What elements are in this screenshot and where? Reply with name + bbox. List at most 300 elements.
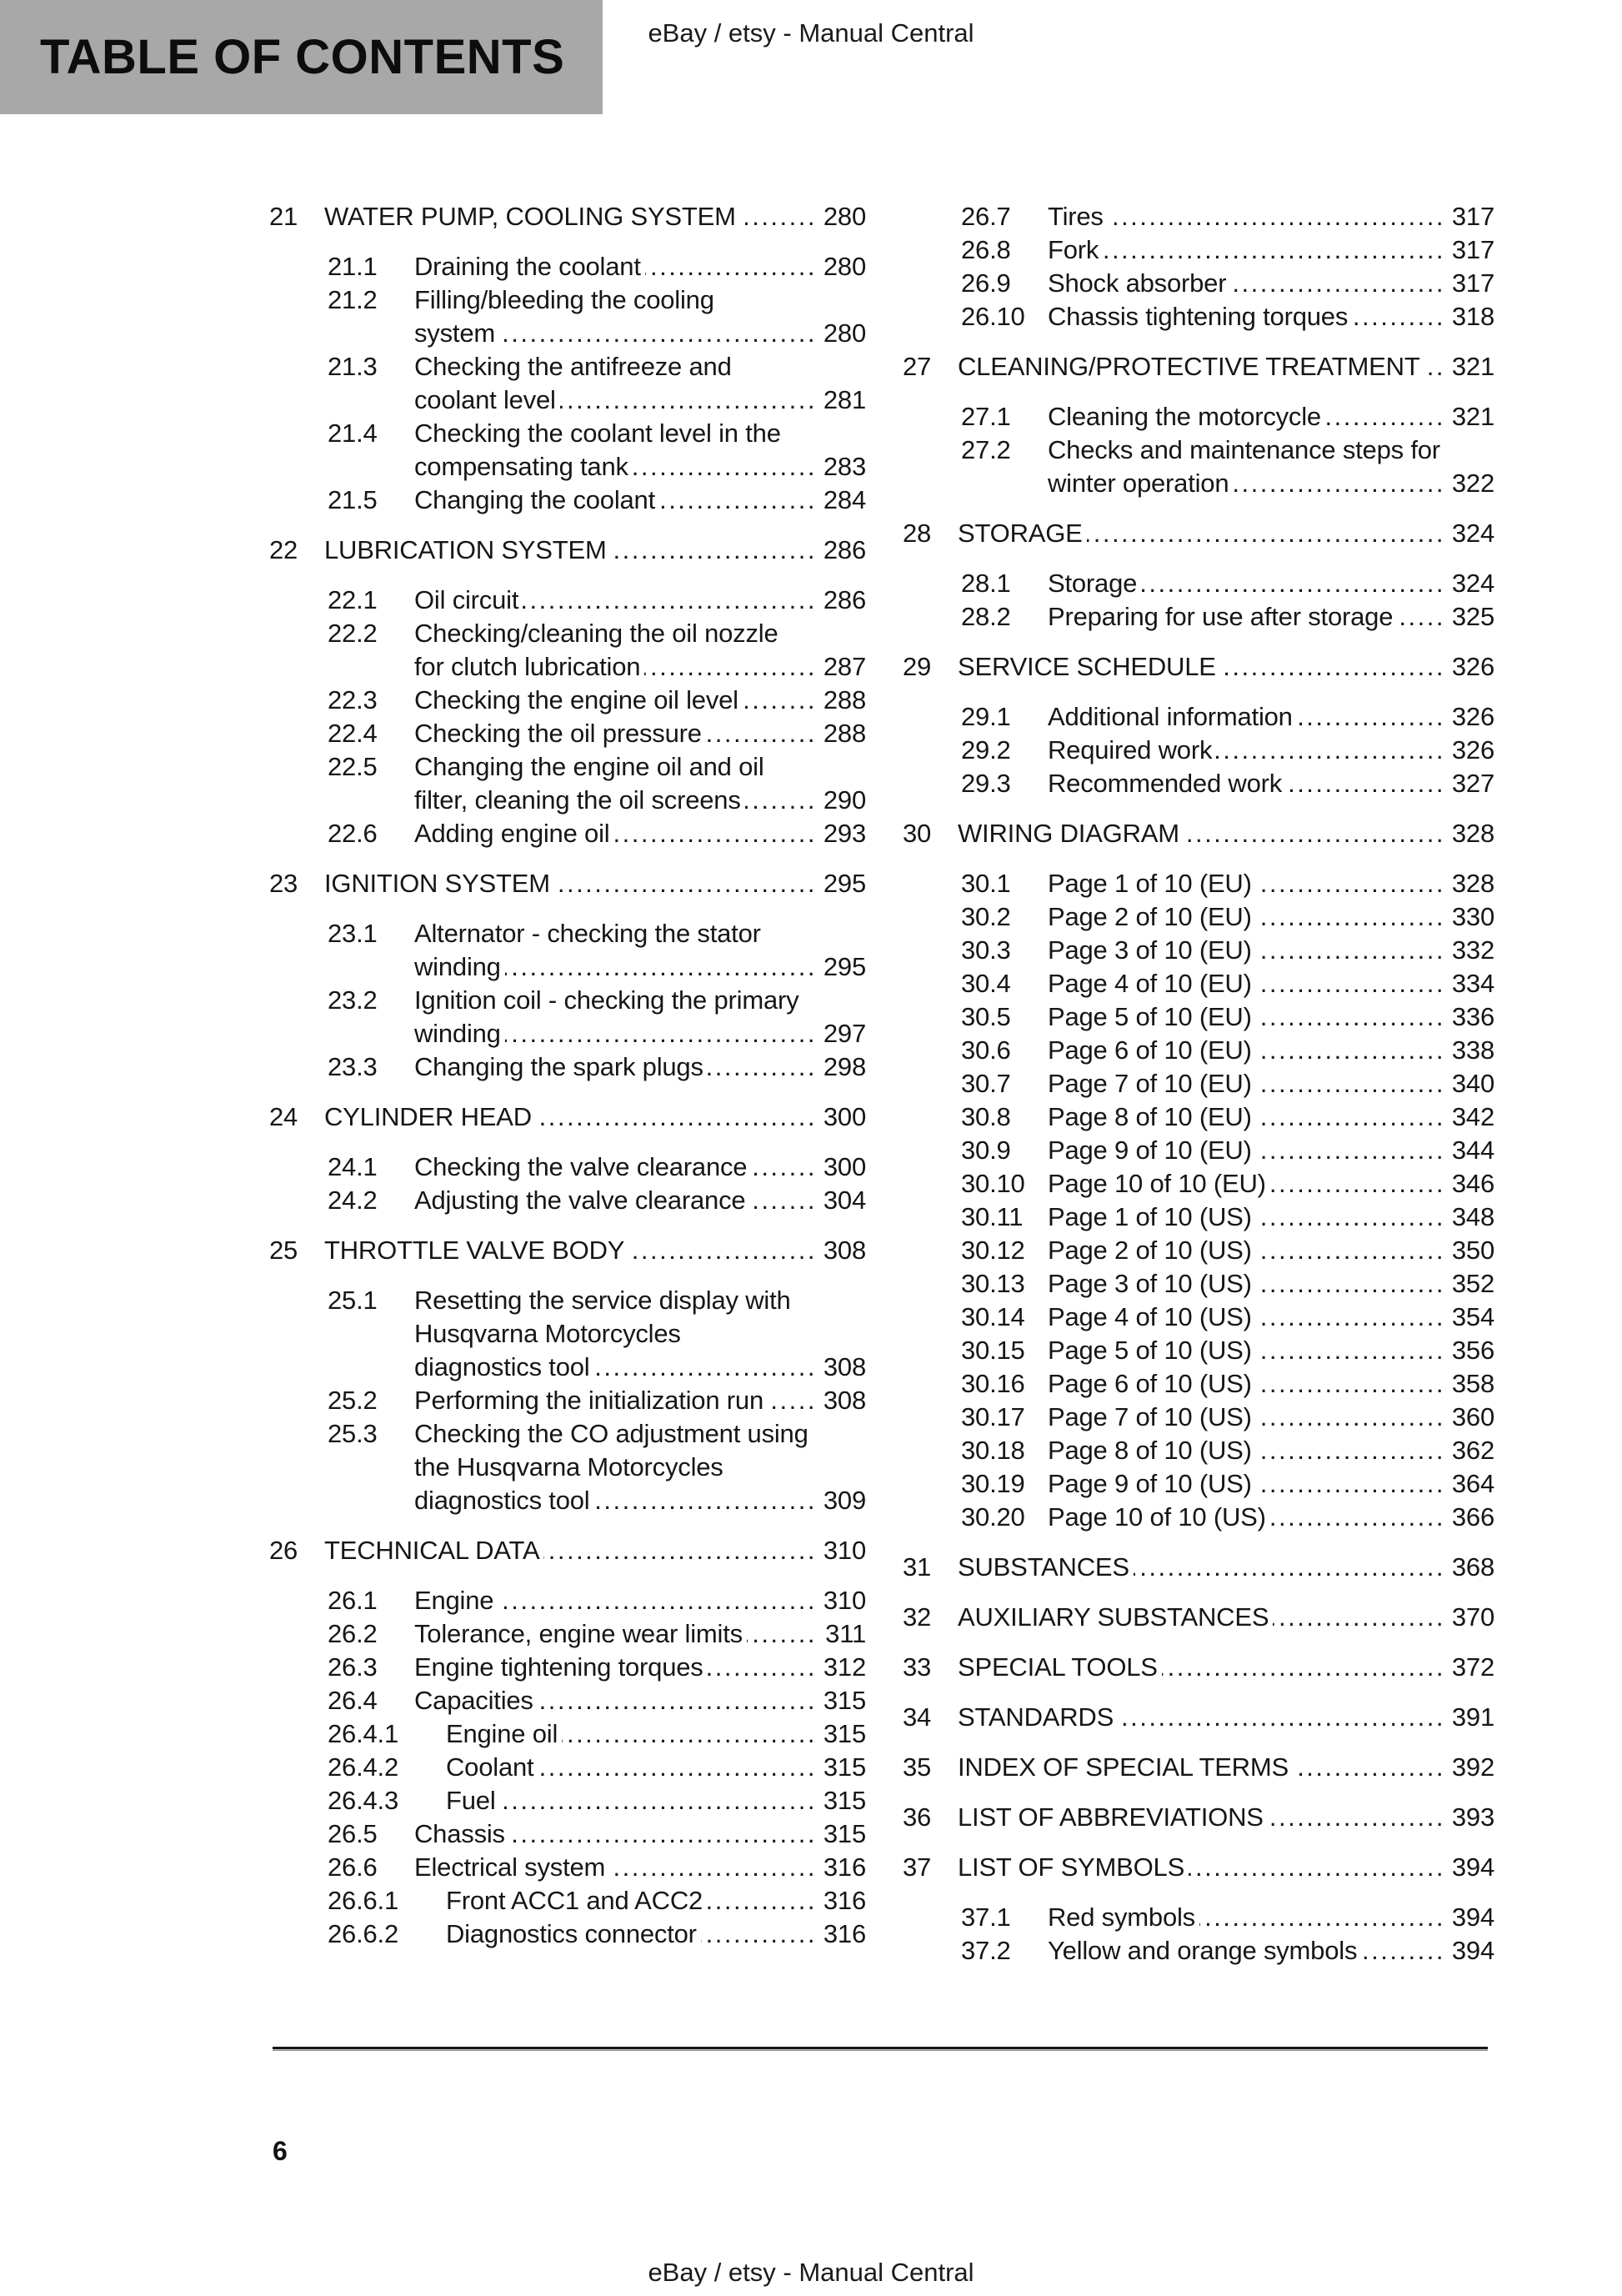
toc-entry [961, 1201, 1494, 1234]
toc-entry [328, 1184, 866, 1217]
toc-entry-body [414, 617, 866, 684]
dot-leader [1233, 467, 1445, 500]
toc-entry-page: 348 [1451, 1202, 1494, 1231]
toc-entry-title: STORAGE [958, 519, 1083, 548]
toc-entry [961, 1234, 1494, 1267]
toc-entry [328, 250, 866, 283]
toc-entry-number: 31 [903, 1552, 932, 1582]
dot-leader [1297, 700, 1445, 734]
toc-entry [328, 1151, 866, 1184]
toc-entry-body [414, 1284, 866, 1384]
dot-leader [1352, 300, 1445, 333]
toc-entry-lastline [1048, 1201, 1494, 1234]
dot-leader [500, 1784, 817, 1817]
toc-entry-body [414, 1651, 866, 1684]
toc-entry-body [414, 584, 866, 617]
toc-entry-lastline [414, 1351, 866, 1384]
dot-leader [743, 684, 817, 717]
toc-entry-number: 23.1 [328, 919, 378, 948]
toc-entry-number: 27 [903, 352, 932, 381]
toc-entry-title: Page 10 of 10 (EU) [1048, 1169, 1266, 1198]
toc-entry-number: 26 [269, 1536, 298, 1565]
toc-entry-page: 308 [823, 1236, 866, 1265]
dot-leader [1256, 1267, 1445, 1301]
toc-entry-number: 26.3 [328, 1652, 378, 1682]
toc-entry-title: Recommended work [1048, 769, 1283, 798]
toc-entry-page: 328 [1451, 819, 1494, 848]
toc-entry-page: 284 [823, 485, 866, 514]
toc-entry-number: 30.1 [961, 869, 1011, 898]
toc-entry [269, 534, 866, 567]
toc-entry-number: 24.1 [328, 1152, 378, 1181]
toc-entry [328, 417, 866, 484]
toc-entry-title: TECHNICAL DATA [324, 1536, 540, 1565]
toc-entry-page: 300 [823, 1152, 866, 1181]
toc-entry-lastline [1048, 700, 1494, 734]
dot-leader [1184, 817, 1445, 850]
toc-entry-lastline [446, 1884, 866, 1918]
page-title: TABLE OF CONTENTS [40, 30, 565, 84]
toc-entry-lastline [324, 200, 866, 233]
toc-entry-title: Engine tightening torques [414, 1652, 703, 1682]
toc-entry-title: Fuel [446, 1786, 496, 1815]
toc-entry [328, 817, 866, 850]
toc-entry-number: 26.6 [328, 1852, 378, 1882]
toc-entry-number: 21.1 [328, 252, 378, 281]
toc-entry [328, 917, 866, 984]
toc-entry-title: Checking the oil pressure [414, 719, 702, 748]
toc-entry-page: 326 [1451, 702, 1494, 731]
toc-entry-title: Filling/bleeding the cooling [414, 285, 714, 314]
toc-entry-page: 317 [1451, 268, 1494, 298]
toc-entry [961, 200, 1494, 233]
toc-entry-body [1048, 1934, 1494, 1968]
toc-entry-body [1048, 300, 1494, 333]
toc-entry-number: 30.17 [961, 1402, 1025, 1431]
dot-leader [1199, 1901, 1445, 1934]
toc-entry-number: 28 [903, 519, 932, 548]
toc-entry-number: 27.2 [961, 435, 1011, 464]
toc-entry-title: Page 9 of 10 (EU) [1048, 1135, 1252, 1165]
toc-entry-body [1048, 767, 1494, 800]
toc-entry-page: 281 [823, 385, 866, 414]
toc-entry-number: 29.2 [961, 735, 1011, 764]
toc-entry [961, 267, 1494, 300]
toc-entry-lastline [1048, 1501, 1494, 1534]
toc-entry [328, 350, 866, 417]
dot-leader [554, 867, 817, 900]
dot-leader [708, 1050, 817, 1084]
toc-entry-title: Changing the spark plugs [414, 1052, 703, 1081]
toc-entry-lastline [1048, 1067, 1494, 1100]
toc-entry-title: IGNITION SYSTEM [324, 869, 550, 898]
toc-entry-title: Ignition coil - checking the primary [414, 985, 799, 1015]
toc-entry [961, 900, 1494, 934]
toc-entry-title: filter, cleaning the oil screens [414, 785, 741, 815]
dot-leader [498, 1584, 817, 1617]
toc-entry-lastline [414, 1584, 866, 1617]
toc-entry-title: Checking the antifreeze and [414, 352, 732, 381]
footer-rule [273, 2047, 1488, 2051]
toc-entry [328, 1817, 866, 1851]
toc-entry-body [414, 1851, 866, 1884]
toc-entry [961, 300, 1494, 333]
toc-column-right [903, 200, 1494, 1968]
dot-leader [1230, 267, 1445, 300]
dot-leader [747, 1617, 817, 1651]
toc-entry-title: Required work [1048, 735, 1213, 764]
toc-entry [328, 1684, 866, 1717]
toc-entry-page: 360 [1451, 1402, 1494, 1431]
toc-entry-lastline [1048, 1901, 1494, 1934]
toc-entry-body [446, 1884, 866, 1918]
toc-entry-lastline [414, 450, 866, 484]
toc-entry-body [1048, 1201, 1494, 1234]
toc-entry [269, 1100, 866, 1134]
toc-entry-body [1048, 734, 1494, 767]
toc-entry-page: 308 [823, 1386, 866, 1415]
toc-entry [903, 517, 1494, 550]
toc-entry-number: 21.5 [328, 485, 378, 514]
toc-entry-body [1048, 1334, 1494, 1367]
toc-entry [961, 600, 1494, 634]
toc-entry-number: 34 [903, 1702, 932, 1732]
dot-leader [1361, 1934, 1445, 1968]
toc-entry-page: 372 [1451, 1652, 1494, 1682]
toc-entry-title: Page 6 of 10 (EU) [1048, 1035, 1252, 1065]
toc-entry [269, 867, 866, 900]
toc-entry-number: 22.5 [328, 752, 378, 781]
toc-entry [961, 867, 1494, 900]
toc-entry-number: 21.3 [328, 352, 378, 381]
toc-entry-lastline [958, 1651, 1494, 1684]
toc-entry-lastline [1048, 1134, 1494, 1167]
toc-entry-lastline [414, 1851, 866, 1884]
toc-entry-body [324, 534, 866, 567]
toc-entry-lastline [414, 384, 866, 417]
toc-entry-body [958, 1651, 1494, 1684]
toc-entry-number: 26.4 [328, 1686, 378, 1715]
dot-leader [523, 584, 817, 617]
toc-entry-lastline [414, 1684, 866, 1717]
toc-entry-title: Red symbols [1048, 1902, 1195, 1932]
toc-entry-body [414, 1617, 866, 1651]
toc-entry-lastline [414, 1050, 866, 1084]
toc-entry-lastline [1048, 934, 1494, 967]
toc-entry-number: 26.6.1 [328, 1886, 398, 1915]
toc-entry-lastline [1048, 267, 1494, 300]
toc-entry-title: Checks and maintenance steps for [1048, 435, 1440, 464]
toc-entry-number: 22.6 [328, 819, 378, 848]
toc-entry-lastline [1048, 1167, 1494, 1201]
toc-entry-page: 298 [823, 1052, 866, 1081]
toc-entry-title: SERVICE SCHEDULE [958, 652, 1216, 681]
toc-entry-lastline [1048, 734, 1494, 767]
toc-entry [903, 1651, 1494, 1684]
toc-entry-title: Tires [1048, 202, 1104, 231]
toc-entry [328, 584, 866, 617]
dot-leader [1162, 1651, 1445, 1684]
toc-entry-page: 334 [1451, 969, 1494, 998]
toc-entry-title: Resetting the service display with [414, 1286, 791, 1315]
toc-entry-number: 25.1 [328, 1286, 378, 1315]
toc-entry-title: Electrical system [414, 1852, 606, 1882]
toc-entry-title: Page 9 of 10 (US) [1048, 1469, 1252, 1498]
dot-leader [1256, 1034, 1445, 1067]
toc-entry-page: 330 [1451, 902, 1494, 931]
toc-entry-title: Page 5 of 10 (EU) [1048, 1002, 1252, 1031]
toc-entry-title: Page 8 of 10 (EU) [1048, 1102, 1252, 1131]
toc-entry [328, 1717, 866, 1751]
toc-entry-body [1048, 1234, 1494, 1267]
toc-entry-body [958, 1851, 1494, 1884]
toc-entry-title: Yellow and orange symbols [1048, 1936, 1358, 1965]
toc-entry-page: 326 [1451, 735, 1494, 764]
toc-entry-number: 26.4.1 [328, 1719, 398, 1748]
toc-entry-title: Shock absorber [1048, 268, 1227, 298]
toc-entry-body [324, 867, 866, 900]
toc-entry-body [414, 684, 866, 717]
dot-leader [740, 200, 817, 233]
toc-entry-lastline [1048, 867, 1494, 900]
toc-entry-title: Page 7 of 10 (EU) [1048, 1069, 1252, 1098]
toc-entry-body [414, 1817, 866, 1851]
dot-leader [751, 1151, 817, 1184]
dot-leader [1256, 1434, 1445, 1467]
toc-entry [328, 684, 866, 717]
toc-entry [961, 567, 1494, 600]
toc-entry-title: Alternator - checking the stator [414, 919, 761, 948]
toc-entry-number: 22.3 [328, 685, 378, 714]
toc-entry-page: 366 [1451, 1502, 1494, 1532]
toc-entry-number: 22.4 [328, 719, 378, 748]
toc-entry-number: 27.1 [961, 402, 1011, 431]
toc-entry-page: 290 [823, 785, 866, 815]
toc-entry-number: 36 [903, 1802, 932, 1832]
toc-entry-lastline [446, 1918, 866, 1951]
dot-leader [1256, 1234, 1445, 1267]
toc-entry-number: 37.2 [961, 1936, 1011, 1965]
toc-entry-body [414, 484, 866, 517]
toc-entry-title: Checking/cleaning the oil nozzle [414, 619, 778, 648]
toc-entry-lastline [1048, 900, 1494, 934]
toc-entry-body [958, 650, 1494, 684]
toc-entry-lastline [1048, 200, 1494, 233]
dot-leader [701, 1918, 817, 1951]
toc-entry-page: 350 [1451, 1236, 1494, 1265]
toc-entry [269, 200, 866, 233]
toc-entry-body [414, 817, 866, 850]
toc-entry [903, 650, 1494, 684]
toc-entry-number: 30 [903, 819, 932, 848]
toc-entry-number: 29.3 [961, 769, 1011, 798]
toc-entry [328, 1851, 866, 1884]
toc-entry-page: 304 [823, 1186, 866, 1215]
toc-entry [961, 1167, 1494, 1201]
toc-entry-title: coolant level [414, 385, 556, 414]
toc-entry-page: 321 [1451, 402, 1494, 431]
toc-entry-title: Front ACC1 and ACC2 [446, 1886, 703, 1915]
toc-entry-number: 30.4 [961, 969, 1011, 998]
toc-entry-lastline [414, 784, 866, 817]
toc-entry-page: 317 [1451, 235, 1494, 264]
toc-entry-page: 297 [823, 1019, 866, 1048]
toc-entry-title: Engine oil [446, 1719, 558, 1748]
dot-leader [706, 717, 817, 750]
toc-entry-title: CLEANING/PROTECTIVE TREATMENT [958, 352, 1420, 381]
toc-entry-lastline [324, 1100, 866, 1134]
toc-entry-body [1048, 1901, 1494, 1934]
toc-entry-title: Performing the initialization run [414, 1386, 763, 1415]
toc-entry-page: 311 [825, 1619, 866, 1648]
toc-entry [269, 1534, 866, 1567]
toc-entry-page: 332 [1451, 935, 1494, 965]
toc-entry-title: Page 1 of 10 (US) [1048, 1202, 1252, 1231]
toc-entry-number: 30.10 [961, 1169, 1025, 1198]
toc-entry-title: Changing the coolant [414, 485, 656, 514]
dot-leader [538, 1684, 817, 1717]
toc-entry-title: winding [414, 1019, 501, 1048]
toc-entry-title: LUBRICATION SYSTEM [324, 535, 607, 564]
toc-entry-page: 346 [1451, 1169, 1494, 1198]
dot-leader [611, 534, 817, 567]
toc-entry-page: 321 [1451, 352, 1494, 381]
toc-entry-number: 32 [903, 1602, 932, 1632]
toc-entry-lastline [1048, 600, 1494, 634]
toc-entry-page: 392 [1451, 1752, 1494, 1782]
dot-leader [536, 1100, 817, 1134]
toc-entry-page: 394 [1451, 1852, 1494, 1882]
toc-entry-number: 23.3 [328, 1052, 378, 1081]
toc-entry-body [446, 1751, 866, 1784]
toc-entry-title: THROTTLE VALVE BODY [324, 1236, 625, 1265]
dot-leader [1256, 1201, 1445, 1234]
toc-entry-lastline [958, 350, 1494, 384]
toc-entry-body [1048, 434, 1494, 500]
toc-entry-lastline [414, 717, 866, 750]
toc-entry-title: for clutch lubrication [414, 652, 641, 681]
toc-entry [961, 1401, 1494, 1434]
toc-entry-page: 310 [823, 1586, 866, 1615]
toc-entry-number: 21.4 [328, 419, 378, 448]
toc-entry-page: 312 [823, 1652, 866, 1682]
toc-entry-title: Husqvarna Motorcycles [414, 1319, 681, 1348]
toc-entry-page: 318 [1451, 302, 1494, 331]
toc-entry-lastline [958, 1601, 1494, 1634]
toc-entry-page: 295 [823, 952, 866, 981]
toc-entry-number: 30.20 [961, 1502, 1025, 1532]
toc-entry-number: 30.12 [961, 1236, 1025, 1265]
toc-entry-body [1048, 1067, 1494, 1100]
toc-entry-body [1048, 867, 1494, 900]
toc-entry-title: diagnostics tool [414, 1486, 590, 1515]
toc-entry-number: 24.2 [328, 1186, 378, 1215]
toc-entry-page: 316 [823, 1852, 866, 1882]
dot-leader [1256, 1301, 1445, 1334]
toc-entry-number: 25 [269, 1236, 298, 1265]
dot-leader [1268, 1801, 1445, 1834]
toc-entry-title: Page 1 of 10 (EU) [1048, 869, 1252, 898]
toc-entry [328, 1584, 866, 1617]
toc-entry-title: diagnostics tool [414, 1352, 590, 1381]
toc-entry [903, 350, 1494, 384]
toc-entry-page: 340 [1451, 1069, 1494, 1098]
toc-entry-page: 338 [1451, 1035, 1494, 1065]
toc-entry-lastline [1048, 300, 1494, 333]
toc-entry-page: 280 [823, 202, 866, 231]
toc-entry-title: Preparing for use after storage [1048, 602, 1394, 631]
toc-entry [328, 1284, 866, 1384]
toc-entry-title: Diagnostics connector [446, 1919, 697, 1948]
toc-entry-page: 288 [823, 719, 866, 748]
toc-entry-body [1048, 567, 1494, 600]
toc-entry-body [1048, 1434, 1494, 1467]
toc-entry-page: 293 [823, 819, 866, 848]
toc-entry-page: 295 [823, 869, 866, 898]
toc-entry [961, 434, 1494, 500]
dot-leader [1256, 1401, 1445, 1434]
toc-entry [961, 734, 1494, 767]
toc-entry-title: Checking the valve clearance [414, 1152, 748, 1181]
toc-entry-title: compensating tank [414, 452, 628, 481]
toc-entry-title: Adjusting the valve clearance [414, 1186, 746, 1215]
toc-entry-title: Page 5 of 10 (US) [1048, 1336, 1252, 1365]
dot-leader [560, 384, 817, 417]
toc-entry-title: Coolant [446, 1752, 534, 1782]
toc-entry-lastline [1048, 567, 1494, 600]
toc-entry-body [1048, 700, 1494, 734]
toc-entry-body [1048, 233, 1494, 267]
toc-entry-lastline [1048, 467, 1494, 500]
page-number: 6 [273, 2136, 288, 2166]
toc-entry-body [1048, 200, 1494, 233]
toc-entry-title: Capacities [414, 1686, 533, 1715]
toc-entry-lastline [1048, 1234, 1494, 1267]
toc-entry-body [1048, 1401, 1494, 1434]
toc-entry-title: Page 2 of 10 (US) [1048, 1236, 1252, 1265]
toc-entry-number: 30.14 [961, 1302, 1025, 1331]
document-footer-text: eBay / etsy - Manual Central [648, 2258, 974, 2287]
document-header-text: eBay / etsy - Manual Central [648, 18, 974, 48]
toc-entry-page: 288 [823, 685, 866, 714]
dot-leader [1424, 350, 1445, 384]
toc-entry-body [446, 1918, 866, 1951]
toc-entry-title: Page 7 of 10 (US) [1048, 1402, 1252, 1431]
toc-entry-number: 30.9 [961, 1135, 1011, 1165]
toc-entry [961, 967, 1494, 1000]
toc-entry-body [958, 817, 1494, 850]
toc-entry [328, 717, 866, 750]
toc-entry-number: 21.2 [328, 285, 378, 314]
toc-entry-page: 286 [823, 585, 866, 614]
dot-leader [609, 1851, 817, 1884]
title-band [0, 0, 603, 114]
dot-leader [1256, 1334, 1445, 1367]
toc-entry-number: 26.6.2 [328, 1919, 398, 1948]
toc-entry-page: 308 [823, 1352, 866, 1381]
toc-entry-page: 317 [1451, 202, 1494, 231]
toc-entry-page: 336 [1451, 1002, 1494, 1031]
dot-leader [749, 1184, 817, 1217]
toc-entry-title: Additional information [1048, 702, 1293, 731]
toc-entry-title: SPECIAL TOOLS [958, 1652, 1158, 1682]
toc-entry-number: 23.2 [328, 985, 378, 1015]
toc-entry [328, 750, 866, 817]
toc-entry-lastline [1048, 1301, 1494, 1334]
toc-entry-number: 29.1 [961, 702, 1011, 731]
toc-entry-number: 30.2 [961, 902, 1011, 931]
toc-entry [903, 1601, 1494, 1634]
